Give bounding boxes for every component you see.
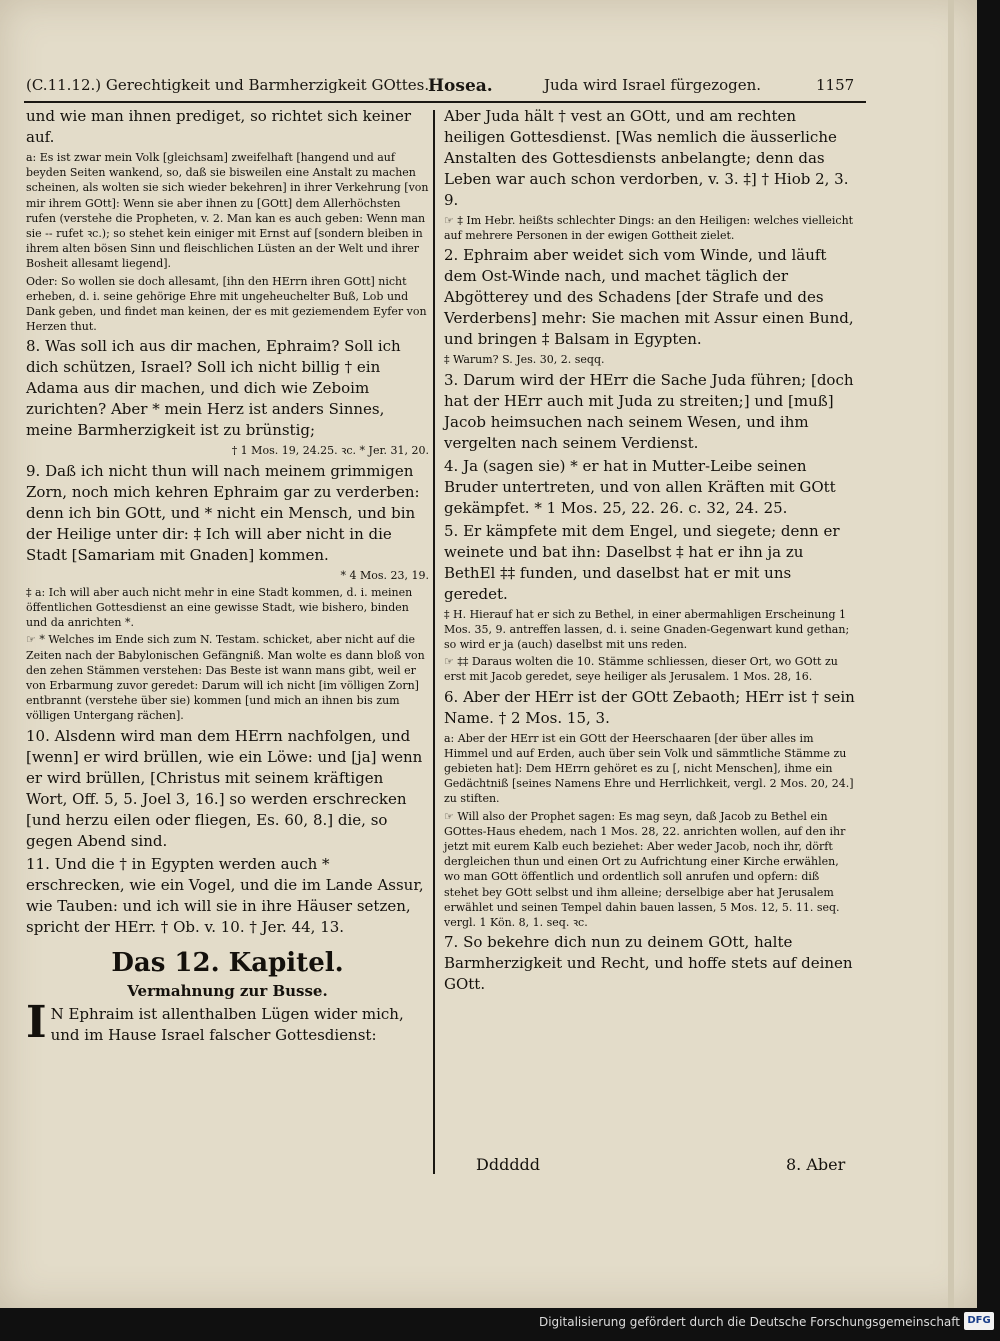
verse-paragraph: 3. Darum wird der HErr die Sache Juda führen; [doch hat der HErr auch mit Juda zu streiten;] und [muß] Jacob heimsuchen nach seinem Wesen, und ihm vergelten nach seinem Verdienst. [444,370,854,452]
verse-paragraph: Aber Juda hält † vest an GOtt, und am rechten heiligen Gottesdienst. [Was nemlich die äusserliche Anstalten des Gottesdiensts anbelangte; denn das Leben war auch schon verdorben, v. 3. ‡] † Hiob 2, 3. 9. [444,107,849,209]
header-rule [24,101,866,103]
right-paragraphs [444,106,856,995]
verse-paragraph: 2. Ephraim aber weidet sich vom Winde, und läuft dem Ost-Winde nach, und machet täglich der Abgötterey und des Schadens [der Strafe und des Verderbens] mehr: Sie machen mit Assur einen Bund, und bringen ‡ Balsam in Egypten. [444,246,854,349]
page-number: 1157 [816,76,855,94]
verse-paragraph: und wie man ihnen prediget, so richtet sich keiner auf. [26,107,412,146]
verse-paragraph: 5. Er kämpfete mit dem Engel, und siegete; denn er weinete und bat ihn: Daselbst ‡ hat er ihn ja zu BethEl ‡‡ funden, und daselbst hat er mit uns geredet. [444,521,840,603]
dfg-logo: DFG [964,1312,994,1330]
commentary-note: ☞ ‡‡ Daraus wolten die 10. Stämme schliessen, dieser Ort, wo GOtt zu erst mit Jacob geredet, seye heiliger als Jerusalem. 1 Mos. 28, 16. [444,655,838,684]
left-paragraphs [26,106,429,938]
header-right: Juda wird Israel fürgezogen. [544,76,762,94]
commentary-note: ‡ Warum? S. Jes. 30, 2. seqq. [444,353,605,367]
right-column [444,106,856,997]
commentary-note: a: Aber der HErr ist ein GOtt der Heerschaaren [der über alles im Himmel und auf Erden, auch über sein Volk und sämmtliche Stämme zu gebieten hat]: Dem HErrn gehöret es zu [, nicht Menschen], ihme ein Gedächtniß [seines Namens Ehre und Herrlichkeit, vergl. 2 Mos. 20, 24.] zu stiften. [444,731,854,806]
signature-mark: Dddddd [476,1155,541,1174]
commentary-note: a: Es ist zwar mein Volk [gleichsam] zweifelhaft [hangend und auf beyden Seiten wankend, so, daß sie bisweilen eine Anstalt zu machen scheinen, als wolten sie sich wieder bekehren] in ihrer Verkehrung [von mir ihrem GOtt]: Wenn sie aber ihnen zu [GOtt] dem Allerhöchsten rufen (verstehe die Propheten, v. 2. Man kan es auch geben: Wenn man sie -- rufet ꝛc.); so stehet kein einiger mit Ernst auf [sondern bleiben in ihrem alten bösen Sinn und fleischlichen Lüsten an der Welt und ihrer Bosheit allesamt liegend]. [26,151,429,271]
verse-paragraph: 9. Daß ich nicht thun will nach meinem grimmigen Zorn, noch mich kehren Ephraim gar zu verderben: denn ich bin GOtt, und * nicht ein Mensch, und bin der Heilige unter dir: ‡ Ich will aber nicht in die Stadt [Samariam mit Gnaden] kommen. [26,461,420,564]
chapter-opening [26,996,429,1048]
left-column [26,106,429,1048]
verse-paragraph: 11. Und die † in Egypten werden auch * erschrecken, wie ein Vogel, und die im Lande Assur, wie Tauben: und ich will sie in ihre Häuser setzen, spricht der HErr. † Ob. v. 10. † Jer. 44, 13. [26,854,424,936]
commentary-note: ‡ H. Hierauf hat er sich zu Bethel, in einer abermahligen Erscheinung 1 Mos. 35, 9. antreffen lassen, d. i. seine Gnaden-Gegenwart kund gethan; so wird er ja (auch) daselbst mit uns reden. [444,607,850,652]
chapter-opening-text: N Ephraim ist allenthalben Lügen wider mich, und im Hause Israel falscher Gottesdienst: [50,1004,404,1044]
verse-paragraph: 6. Aber der HErr ist der GOtt Zebaoth; HErr ist † sein Name. † 2 Mos. 15, 3. [444,687,855,727]
chapter-title: Das 12. Kapitel. [111,947,344,978]
running-header [26,76,866,100]
verse-paragraph: 8. Was soll ich aus dir machen, Ephraim? Soll ich dich schützen, Israel? Soll ich nicht billig † ein Adama aus dir machen, und dich wie Zeboim zurichten? Aber * mein Herz ist anders Sinnes, meine Barmherzigkeit ist zu brünstig; [26,337,401,440]
verse-paragraph: 7. So bekehre dich nun zu deinem GOtt, halte Barmherzigkeit und Recht, und hoffe stets auf deinen GOtt. [444,933,853,994]
commentary-note: * 4 Mos. 23, 19. [340,568,429,582]
commentary-note: ☞ * Welches im Ende sich zum N. Testam. schicket, aber nicht auf die Zeiten nach der Babylonischen Gefängniß. Man wolte es dann bloß von den zehen Stämmen verstehen: Das Beste ist wann mans gibt, weil er von Erbarmung zuvor geredet: Darum will ich nicht [im völligen Zorn] entbrannt (verstehe über sie) kommen [und mich an ihnen bis zum völligen Untergang rächen]. [26,633,425,723]
chapter-subtitle: Vermahnung zur Busse. [127,981,328,1000]
footer-credit: Digitalisierung gefördert durch die Deutsche Forschungsgemeinschaft [538,1315,960,1329]
verse-paragraph: 10. Alsdenn wird man dem HErrn nachfolgen, und [wenn] er wird brüllen, wie ein Löwe: und [ja] wenn er wird brüllen, [Christus mit seinem kräftigen Wort, Off. 5, 5. Joel 3, 16.] so werden erschrecken [und herzu eilen oder fliegen, Es. 60, 8.] die, so gegen Abend sind. [26,726,423,850]
page-edge [948,0,954,1308]
header-book-title: Hosea. [428,76,493,96]
commentary-note: ☞ ‡ Im Hebr. heißts schlechter Dings: an den Heiligen: welches vielleicht auf mehrere Personen in der ewigen Gottheit zielet. [444,214,854,243]
catchword: 8. Aber [786,1155,846,1174]
commentary-note: † 1 Mos. 19, 24.25. ꝛc. * Jer. 31, 20. [231,444,429,458]
column-divider [433,110,435,1174]
commentary-note: Oder: So wollen sie doch allesamt, [ihn den HErrn ihren GOtt] nicht erheben, d. i. seine gehörige Ehre mit ungeheuchelter Buß, Lob und Dank geben, und findet man keinen, der es mit geziemendem Eyfer von Herzen thut. [26,274,427,334]
commentary-note: ‡ a: Ich will aber auch nicht mehr in eine Stadt kommen, d. i. meinen öffentlichen Gottesdienst an eine gewisse Stadt, wie bishero, binden und da anrichten *. [26,585,413,630]
header-left: (C.11.12.) Gerechtigkeit und Barmherzigkeit GOttes. [26,76,430,94]
commentary-note: ☞ Will also der Prophet sagen: Es mag seyn, daß Jacob zu Bethel ein GOttes-Haus ehedem, nach 1 Mos. 28, 22. anrichten wollen, auf den ihr jetzt mit eurem Kalb euch beziehet: Aber weder Jacob, noch ihr, dörft dergleichen thun und einen Ort zu Aufrichtung einer Kirche erwählen, wo man GOtt öffentlich und ordentlich soll anrufen und opfern: diß stehet bey GOtt selbst und ihm alleine; derselbige aber hat Jerusalem erwählet und seinen Tempel dahin bauen lassen, 5 Mos. 12, 5. 11. seq. vergl. 1 Kön. 8, 1. seq. ꝛc. [444,809,846,930]
initial-letter: I [26,996,47,1048]
verse-paragraph: 4. Ja (sagen sie) * er hat in Mutter-Leibe seinen Bruder untertreten, und von allen Kräften mit GOtt gekämpfet. * 1 Mos. 25, 22. 26. c. 32, 24. 25. [444,456,836,517]
